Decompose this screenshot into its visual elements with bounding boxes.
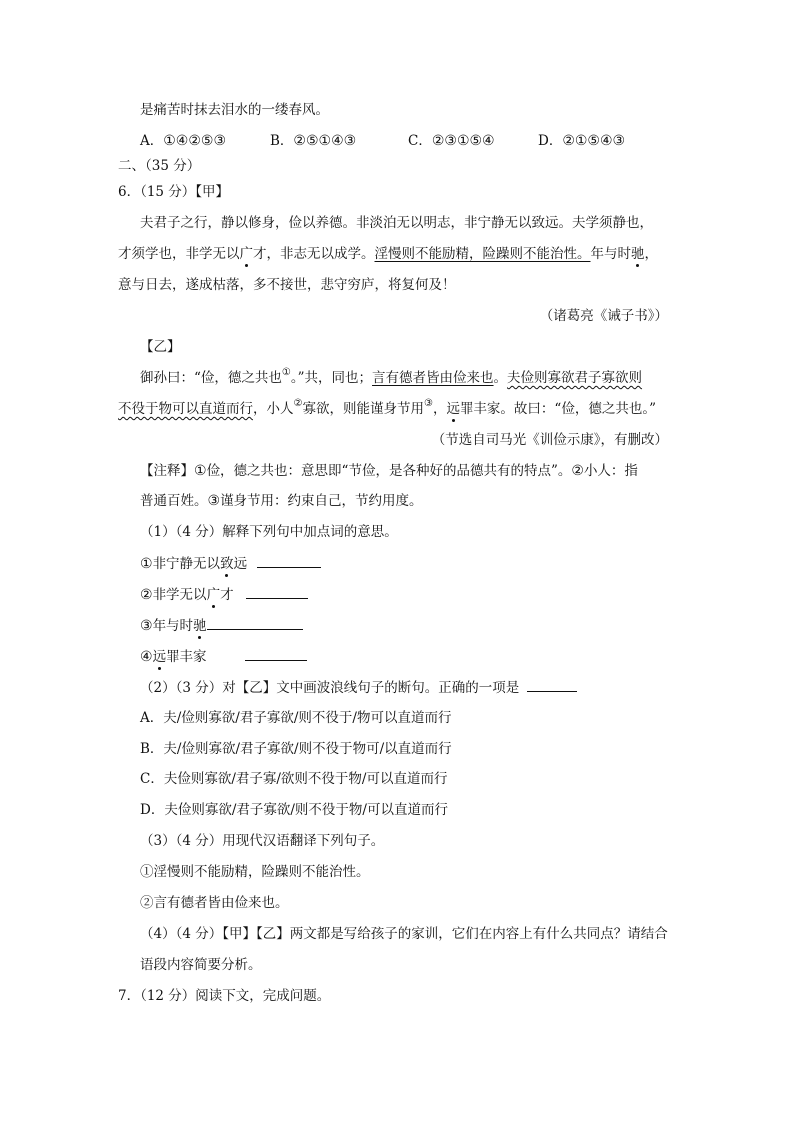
dotted-char: 远 [152, 649, 167, 665]
q7-header: 7．（12 分）阅读下文，完成问题。 [118, 988, 331, 1004]
answer-blank[interactable] [245, 646, 307, 661]
sub2-option-a: A．夫/俭则寡欲/君子寡欲/则不役于/物可以直道而行 [140, 710, 452, 726]
yi-line-2: 不役于物可以直道而行，小人②寡欲，则能谨身节用③，远罪丰家。故曰：“俭，德之共也。” [118, 397, 656, 417]
underlined-sentence: 言有德者皆由俭来也 [372, 370, 494, 386]
answer-blank[interactable] [527, 677, 577, 692]
notes-line-2: 普通百姓。③谨身节用：约束自己，节约用度。 [140, 493, 423, 509]
dotted-char: 远 [446, 401, 460, 417]
sub2-option-b: B．夫/俭则寡欲/君子寡欲/则不役于物可/以直道而行 [140, 741, 452, 757]
section-heading: 二、（35 分） [118, 158, 201, 174]
answer-blank[interactable] [246, 584, 308, 599]
jia-line-2: 才须学也，非学无以广才，非志无以成学。淫慢则不能励精，险躁则不能治性。年与时驰， [118, 246, 658, 262]
q5-option-a: A．①④②⑤③ [140, 133, 227, 149]
notes-line-1: 【注释】①俭，德之共也：意思即“节俭，是各种好的品德共有的特点”。②小人：指 [140, 463, 638, 479]
q5-tail-text: 是痛苦时抹去泪水的一缕春风。 [140, 102, 329, 118]
dotted-char: 驰 [631, 246, 645, 262]
underlined-sentence: 淫慢则不能励精，险躁则不能治性。 [374, 246, 591, 262]
sub1-item-3: ③年与时驰 [140, 615, 303, 636]
sub3-item-2: ②言有德者皆由俭来也。 [140, 895, 289, 911]
wavy-underlined-sentence: 不役于物可以直道而行 [118, 401, 253, 417]
jia-source: （诸葛亮《诫子书》） [539, 308, 668, 324]
sub1-stem: （1）（4 分）解释下列句中加点词的意思。 [140, 524, 398, 540]
yi-line-1: 御孙曰：“俭，德之共也①。”共，同也；言有德者皆由俭来也。夫俭则寡欲君子寡欲则 [140, 366, 643, 386]
sub4-line-1: （4）（4 分）【甲】【乙】两文都是写给孩子的家训，它们在内容上有什么共同点？请结合 [140, 926, 668, 942]
sub1-item-1: ①非宁静无以致远 [140, 553, 321, 574]
sub3-stem: （3）（4 分）用现代汉语翻译下列句子。 [140, 833, 385, 849]
wavy-underlined-sentence: 夫俭则寡欲君子寡欲则 [507, 370, 643, 386]
q5-option-d: D．②①⑤④③ [538, 133, 626, 149]
answer-blank[interactable] [257, 553, 321, 568]
q5-option-c: C．②③①⑤④ [408, 133, 495, 149]
q6-header: 6．（15 分）【甲】 [118, 184, 230, 200]
jia-line-3: 意与日去，遂成枯落，多不接世，悲守穷庐，将复何及！ [118, 277, 456, 293]
sub2-stem: （2）（3 分）对【乙】文中画波浪线句子的断句。正确的一项是 [140, 677, 577, 698]
answer-blank[interactable] [207, 615, 303, 630]
sub1-item-2: ②非学无以广才 [140, 584, 308, 605]
sub2-option-d: D．夫俭则寡欲/君子寡欲/则不役于物/可以直道而行 [140, 802, 448, 818]
dotted-char: 广 [206, 587, 221, 603]
yi-source: （节选自司马光《训俭示康》，有删改） [431, 432, 668, 448]
jia-line-1: 夫君子之行，静以修身，俭以养德。非淡泊无以明志，非宁静无以致远。夫学须静也， [140, 215, 653, 231]
dotted-char: 致 [220, 556, 234, 572]
sub2-option-c: C．夫俭则寡欲/君子寡/欲则不役于物/可以直道而行 [140, 771, 448, 787]
yi-label: 【乙】 [140, 339, 181, 355]
dotted-char: 广 [239, 246, 253, 262]
q5-option-b: B．②⑤①④③ [270, 133, 357, 149]
sub1-item-4: ④远罪丰家 [140, 646, 307, 667]
sub3-item-1: ①淫慢则不能励精，险躁则不能治性。 [140, 864, 370, 880]
dotted-char: 驰 [193, 618, 207, 634]
q5-options [140, 131, 625, 151]
sub4-line-2: 语段内容简要分析。 [140, 957, 262, 973]
